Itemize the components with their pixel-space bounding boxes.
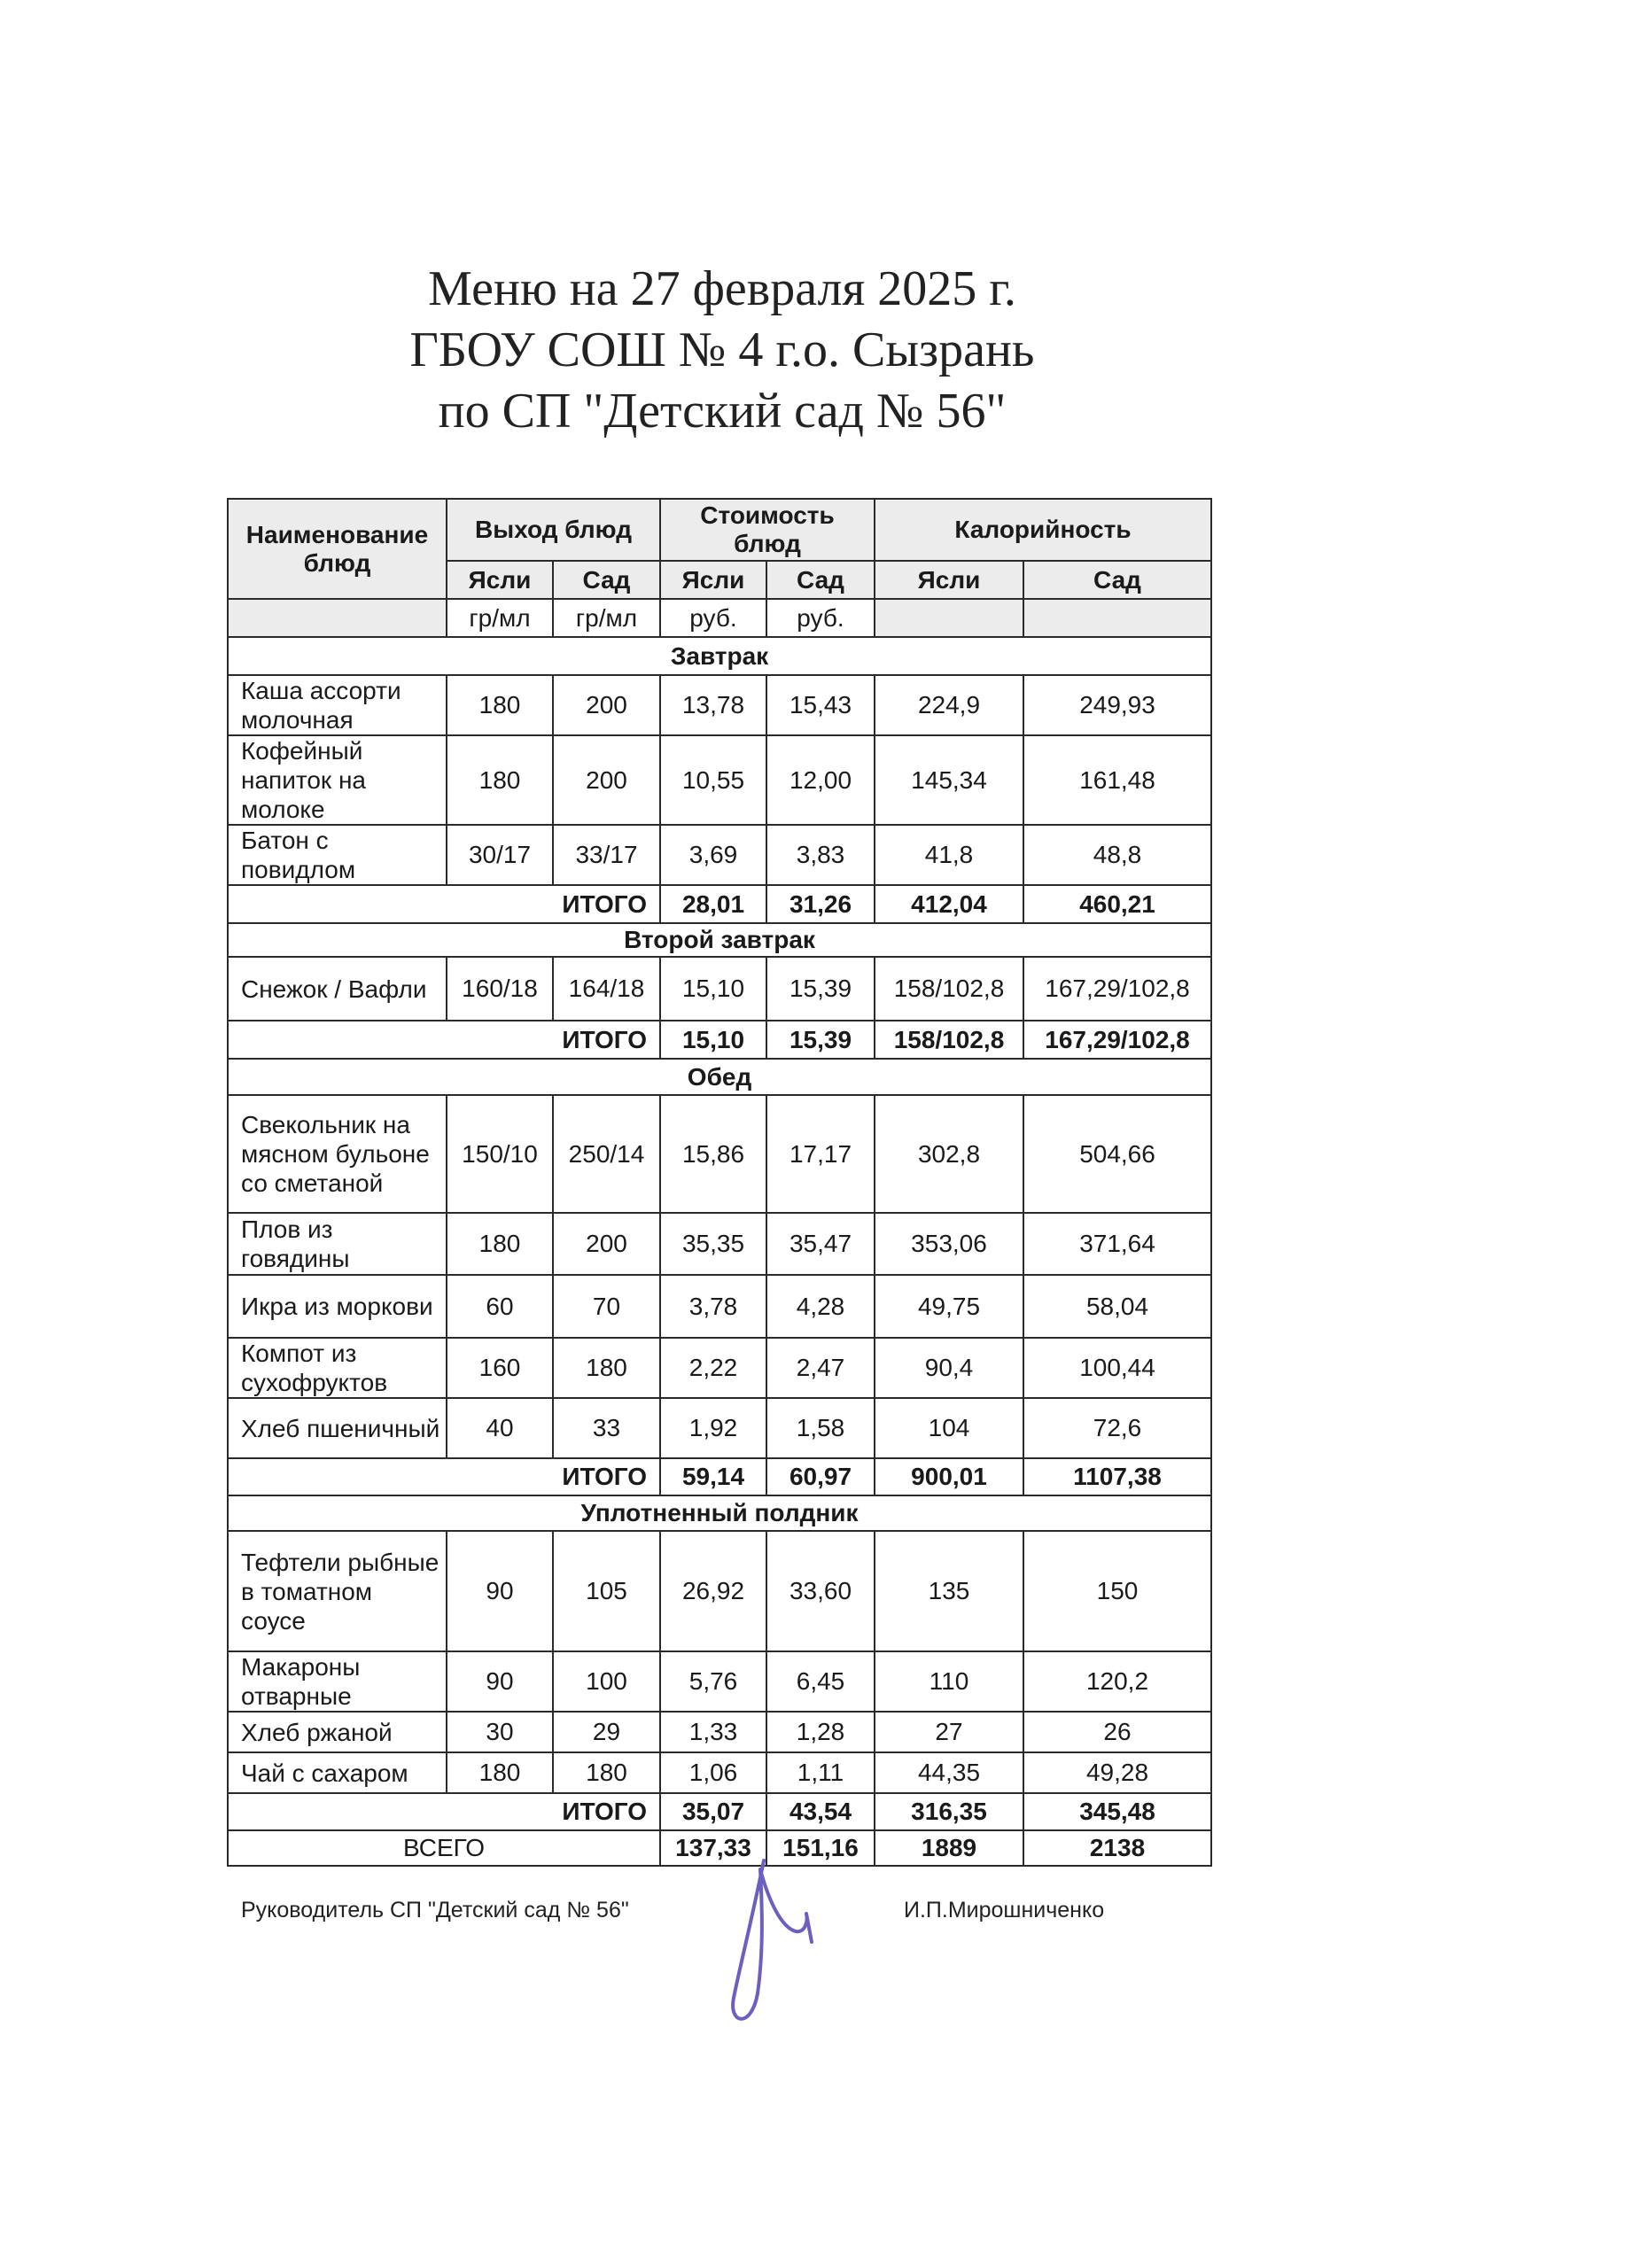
dish-out-n: 30/17 [447, 825, 553, 885]
total-cal-g: 1107,38 [1023, 1458, 1211, 1495]
dish-name: Каша ассорти молочная [228, 675, 447, 735]
menu-table [227, 498, 1212, 1867]
dish-cost-n: 26,92 [660, 1531, 766, 1651]
dish-out-g: 29 [553, 1712, 660, 1752]
total-cost-g: 15,39 [766, 1021, 875, 1059]
dish-cal-n: 49,75 [875, 1275, 1023, 1338]
dish-cost-g: 35,47 [766, 1213, 875, 1275]
dish-out-g: 200 [553, 1213, 660, 1275]
dish-cost-g: 1,58 [766, 1398, 875, 1458]
dish-cal-n: 353,06 [875, 1213, 1023, 1275]
header-output-garden: Сад [553, 561, 660, 599]
section-title: Завтрак [228, 637, 1211, 675]
total-cal-g: 345,48 [1023, 1793, 1211, 1830]
unit-calories-garden [1023, 599, 1211, 637]
dish-row [228, 1531, 1211, 1651]
dish-out-g: 180 [553, 1752, 660, 1793]
header-calories-nursery: Ясли [875, 561, 1023, 599]
dish-name: Чай с сахаром [228, 1752, 447, 1793]
dish-cal-g: 371,64 [1023, 1213, 1211, 1275]
dish-name: Снежок / Вафли [228, 957, 447, 1021]
dish-out-n: 180 [447, 1213, 553, 1275]
dish-out-g: 70 [553, 1275, 660, 1338]
dish-name: Хлеб пшеничный [228, 1398, 447, 1458]
total-cost-n: 59,14 [660, 1458, 766, 1495]
total-cal-g: 167,29/102,8 [1023, 1021, 1211, 1059]
grand-total-cost-n: 137,33 [660, 1830, 766, 1866]
dish-cal-g: 72,6 [1023, 1398, 1211, 1458]
dish-cal-n: 145,34 [875, 735, 1023, 825]
header-cost: Стоимость блюд [660, 499, 875, 561]
section-title: Второй завтрак [228, 923, 1211, 957]
header-dish-name: Наименование блюд [228, 499, 447, 599]
dish-cal-g: 48,8 [1023, 825, 1211, 885]
dish-out-g: 100 [553, 1651, 660, 1712]
dish-out-g: 164/18 [553, 957, 660, 1021]
total-cost-g: 43,54 [766, 1793, 875, 1830]
dish-cost-g: 17,17 [766, 1095, 875, 1213]
dish-cost-g: 33,60 [766, 1531, 875, 1651]
dish-name: Свекольник на мясном бульоне со сметаной [228, 1095, 447, 1213]
dish-cost-n: 2,22 [660, 1338, 766, 1398]
dish-name: Макароны отварные [228, 1651, 447, 1712]
dish-cost-n: 3,78 [660, 1275, 766, 1338]
dish-cost-g: 1,11 [766, 1752, 875, 1793]
total-cal-n: 158/102,8 [875, 1021, 1023, 1059]
total-cost-n: 15,10 [660, 1021, 766, 1059]
dish-cal-n: 44,35 [875, 1752, 1023, 1793]
dish-out-n: 180 [447, 735, 553, 825]
dish-out-n: 150/10 [447, 1095, 553, 1213]
header-calories-garden: Сад [1023, 561, 1211, 599]
total-label: ИТОГО [228, 885, 660, 923]
dish-cal-g: 167,29/102,8 [1023, 957, 1211, 1021]
dish-cost-g: 15,39 [766, 957, 875, 1021]
title-line-date: Меню на 27 февраля 2025 г. [428, 261, 1016, 316]
section-row [228, 1495, 1211, 1531]
section-total-row [228, 1021, 1211, 1059]
dish-cal-n: 224,9 [875, 675, 1023, 735]
dish-cost-g: 15,43 [766, 675, 875, 735]
dish-row [228, 1712, 1211, 1752]
dish-out-g: 250/14 [553, 1095, 660, 1213]
total-cal-n: 412,04 [875, 885, 1023, 923]
dish-row [228, 675, 1211, 735]
dish-out-n: 40 [447, 1398, 553, 1458]
dish-name: Кофейный напиток на молоке [228, 735, 447, 825]
total-cost-g: 31,26 [766, 885, 875, 923]
dish-cost-n: 5,76 [660, 1651, 766, 1712]
dish-cost-n: 3,69 [660, 825, 766, 885]
header-output-nursery: Ясли [447, 561, 553, 599]
header-units-empty [228, 599, 447, 637]
dish-cal-g: 100,44 [1023, 1338, 1211, 1398]
unit-calories-nursery [875, 599, 1023, 637]
dish-name: Батон с повидлом [228, 825, 447, 885]
unit-output-garden: гр/мл [553, 599, 660, 637]
dish-out-g: 180 [553, 1338, 660, 1398]
total-label: ИТОГО [228, 1021, 660, 1059]
header-cost-garden: Сад [766, 561, 875, 599]
document-title [0, 259, 1444, 442]
dish-cal-g: 504,66 [1023, 1095, 1211, 1213]
footer-position: Руководитель СП "Детский сад № 56" [241, 1898, 629, 1922]
section-total-row [228, 885, 1211, 923]
dish-cost-n: 13,78 [660, 675, 766, 735]
section-total-row [228, 1458, 1211, 1495]
dish-row [228, 1398, 1211, 1458]
dish-out-g: 105 [553, 1531, 660, 1651]
dish-name: Тефтели рыбные в томатном соусе [228, 1531, 447, 1651]
title-line-kindergarten: по СП "Детский сад № 56" [438, 384, 1007, 439]
dish-out-n: 180 [447, 675, 553, 735]
dish-row [228, 825, 1211, 885]
section-title: Уплотненный полдник [228, 1495, 1211, 1531]
dish-cost-n: 15,86 [660, 1095, 766, 1213]
grand-total-cal-g: 2138 [1023, 1830, 1211, 1866]
dish-row [228, 957, 1211, 1021]
dish-row [228, 1752, 1211, 1793]
dish-cost-n: 1,06 [660, 1752, 766, 1793]
dish-cal-n: 41,8 [875, 825, 1023, 885]
total-cost-n: 28,01 [660, 885, 766, 923]
dish-row [228, 1275, 1211, 1338]
dish-cost-g: 6,45 [766, 1651, 875, 1712]
dish-out-n: 160/18 [447, 957, 553, 1021]
dish-cost-n: 1,33 [660, 1712, 766, 1752]
dish-cost-g: 12,00 [766, 735, 875, 825]
unit-output-nursery: гр/мл [447, 599, 553, 637]
dish-row [228, 1213, 1211, 1275]
title-line-school: ГБОУ СОШ № 4 г.о. Сызрань [409, 322, 1035, 377]
dish-name: Компот из сухофруктов [228, 1338, 447, 1398]
total-cost-n: 35,07 [660, 1793, 766, 1830]
dish-row [228, 735, 1211, 825]
menu-table-body [228, 499, 1211, 1866]
unit-cost-nursery: руб. [660, 599, 766, 637]
dish-out-n: 90 [447, 1531, 553, 1651]
total-label: ИТОГО [228, 1793, 660, 1830]
dish-cost-n: 15,10 [660, 957, 766, 1021]
dish-cost-g: 2,47 [766, 1338, 875, 1398]
section-row [228, 1059, 1211, 1095]
dish-row [228, 1338, 1211, 1398]
dish-cal-g: 161,48 [1023, 735, 1211, 825]
section-row [228, 923, 1211, 957]
dish-cost-n: 35,35 [660, 1213, 766, 1275]
section-title: Обед [228, 1059, 1211, 1095]
grand-total-label: ВСЕГО [228, 1830, 660, 1866]
dish-cal-g: 249,93 [1023, 675, 1211, 735]
unit-cost-garden: руб. [766, 599, 875, 637]
dish-name: Плов из говядины [228, 1213, 447, 1275]
dish-cal-g: 58,04 [1023, 1275, 1211, 1338]
dish-row [228, 1095, 1211, 1213]
header-cost-nursery: Ясли [660, 561, 766, 599]
section-total-row [228, 1793, 1211, 1830]
dish-cal-g: 120,2 [1023, 1651, 1211, 1712]
grand-total-cal-n: 1889 [875, 1830, 1023, 1866]
dish-cost-g: 1,28 [766, 1712, 875, 1752]
dish-out-n: 60 [447, 1275, 553, 1338]
dish-out-g: 33/17 [553, 825, 660, 885]
dish-cal-n: 90,4 [875, 1338, 1023, 1398]
dish-out-n: 160 [447, 1338, 553, 1398]
dish-row [228, 1651, 1211, 1712]
dish-cal-n: 158/102,8 [875, 957, 1023, 1021]
total-cal-g: 460,21 [1023, 885, 1211, 923]
dish-cal-g: 49,28 [1023, 1752, 1211, 1793]
dish-cal-n: 104 [875, 1398, 1023, 1458]
dish-name: Икра из моркови [228, 1275, 447, 1338]
header-row-1 [228, 499, 1211, 561]
dish-out-g: 200 [553, 735, 660, 825]
dish-out-g: 200 [553, 675, 660, 735]
dish-cal-n: 27 [875, 1712, 1023, 1752]
dish-cal-n: 302,8 [875, 1095, 1023, 1213]
dish-out-g: 33 [553, 1398, 660, 1458]
dish-cal-g: 150 [1023, 1531, 1211, 1651]
dish-cost-g: 4,28 [766, 1275, 875, 1338]
dish-cost-n: 10,55 [660, 735, 766, 825]
total-cost-g: 60,97 [766, 1458, 875, 1495]
footer-person: И.П.Мирошниченко [904, 1898, 1105, 1922]
dish-cal-n: 110 [875, 1651, 1023, 1712]
dish-cost-n: 1,92 [660, 1398, 766, 1458]
total-label: ИТОГО [228, 1458, 660, 1495]
dish-cal-g: 26 [1023, 1712, 1211, 1752]
dish-cal-n: 135 [875, 1531, 1023, 1651]
grand-total-cost-g: 151,16 [766, 1830, 875, 1866]
header-output: Выход блюд [447, 499, 660, 561]
header-calories: Калорийность [875, 499, 1211, 561]
dish-out-n: 90 [447, 1651, 553, 1712]
dish-name: Хлеб ржаной [228, 1712, 447, 1752]
header-units-row [228, 599, 1211, 637]
dish-cost-g: 3,83 [766, 825, 875, 885]
dish-out-n: 30 [447, 1712, 553, 1752]
total-cal-n: 316,35 [875, 1793, 1023, 1830]
dish-out-n: 180 [447, 1752, 553, 1793]
total-cal-n: 900,01 [875, 1458, 1023, 1495]
section-row [228, 637, 1211, 675]
signature-mark [709, 1843, 842, 2038]
